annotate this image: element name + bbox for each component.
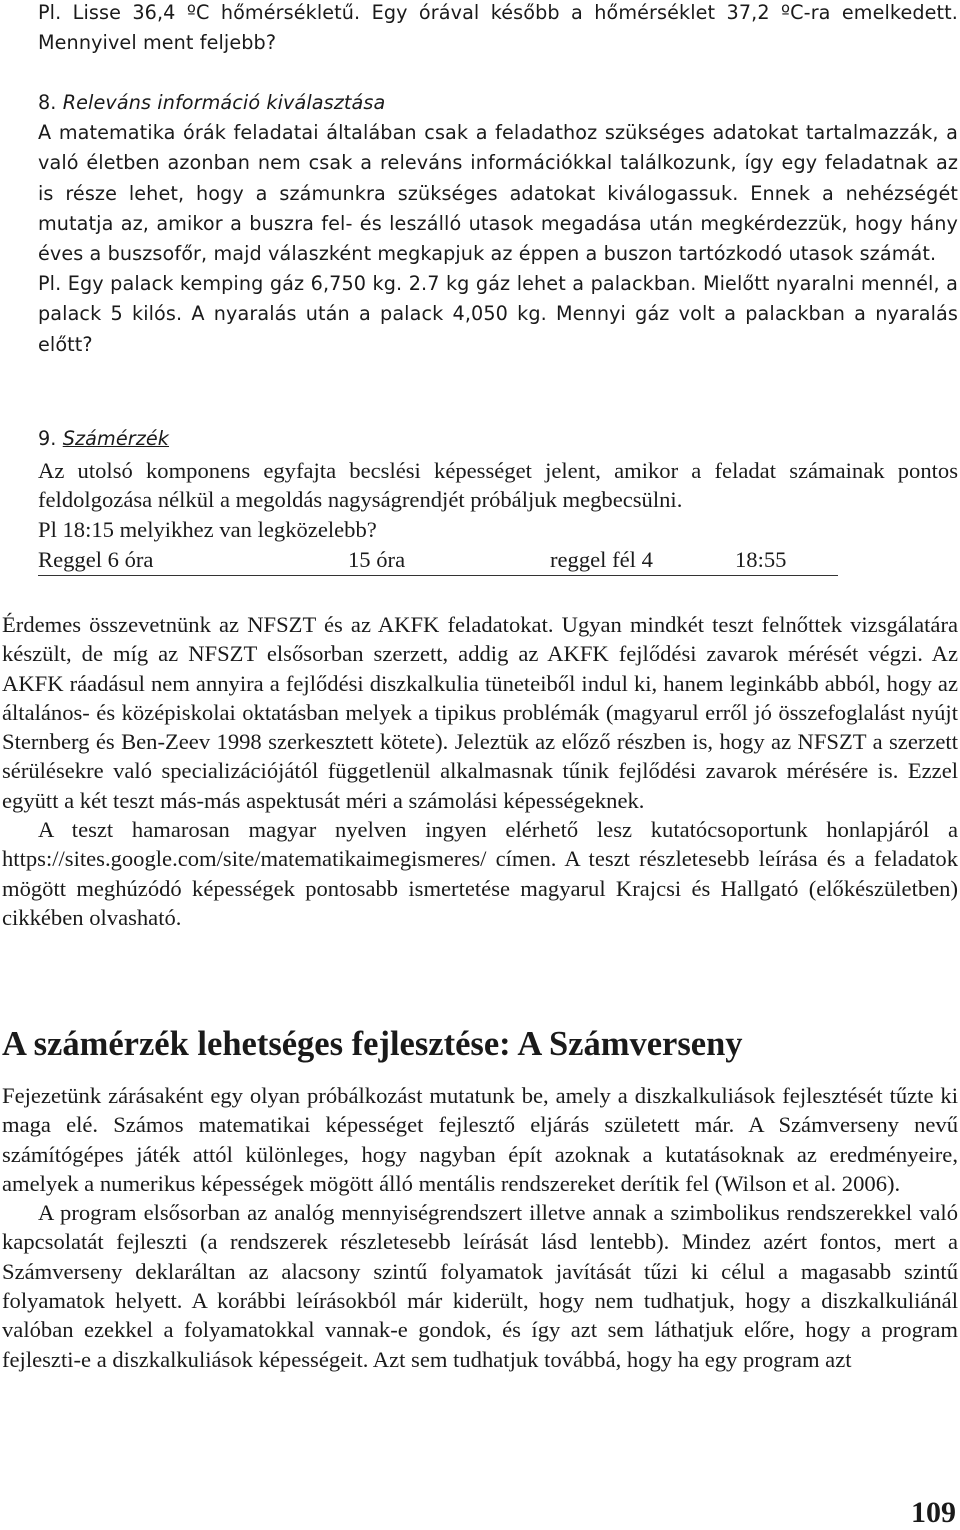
item8-number: 8. bbox=[38, 91, 57, 114]
option-2: 15 óra bbox=[348, 547, 406, 572]
item9-block bbox=[38, 456, 958, 544]
item8-heading bbox=[38, 88, 958, 118]
option-3: reggel fél 4 bbox=[550, 547, 653, 572]
item9-options bbox=[38, 545, 838, 576]
item9-title: Számérzék bbox=[62, 427, 170, 450]
item9-body: Az utolsó komponens egyfajta becslési képességet jelent, amikor a feladat számainak pontos feldolgozása nélkül a megoldás nagyságrendjét próbáljuk megbecsülni. bbox=[38, 458, 958, 513]
page-number: 109 bbox=[911, 1496, 956, 1529]
item8-title: Releváns információ kiválasztása bbox=[62, 91, 386, 114]
comparison-paragraph-2: A teszt hamarosan magyar nyelven ingyen elérhető lesz kutatócsoportunk honlapjáról a https://sites.google.com/site/matematikaimegismeres/ címen. A teszt részletesebb leírása és a feladatok mögött meghúzódó képességek pontosabb ismertetése magyarul Krajcsi és Hallgató (előkészületben) cikkében olvasható. bbox=[2, 817, 958, 930]
item9-number: 9. bbox=[38, 427, 57, 450]
option-4: 18:55 bbox=[735, 547, 787, 572]
item9-question: Pl 18:15 melyikhez van legközelebb? bbox=[38, 516, 377, 542]
option-1: Reggel 6 óra bbox=[38, 547, 154, 572]
item8-block bbox=[38, 88, 958, 360]
section-text bbox=[2, 1081, 958, 1374]
item8-body: A matematika órák feladatai általában csak a feladathoz szükséges adatokat tartalmazzák, a való életben azonban nem csak a releváns információkkal találkozunk, így egy feladatnak az is része lehet, hogy a számunkra szükséges adatokat kiválogassuk. Ennek a nehézségét mutatja az, amikor a buszra fel- és leszálló utasok megadása után megkérdezzük, hogy hány éves a buszsofőr, majd válaszként megkapjuk az éppen a buszon tartózkodó utasok számát. bbox=[38, 121, 958, 266]
item9-heading bbox=[38, 424, 958, 454]
item8-example: Pl. Egy palack kemping gáz 6,750 kg. 2.7 kg gáz lehet a palackban. Mielőtt nyaralni mennél, a palack 5 kilós. A nyaralás után a palack 4,050 kg. Mennyi gáz volt a palackban a nyaralás előtt? bbox=[38, 272, 958, 356]
item7-example: Pl. Lisse 36,4 ºC hőmérsékletű. Egy órával később a hőmérséklet 37,2 ºC-ra emelkedett. Mennyivel ment feljebb? bbox=[38, 1, 958, 55]
section-paragraph-1: Fejezetünk zárásaként egy olyan próbálkozást mutatunk be, amely a diszkalkuliások fejlesztését tűzte ki maga elé. Számos matematikai képességet fejlesztő eljárás született már. A Számverseny nevű számítógépes játék attól különleges, hogy nagyban épít azoknak a kutatásoknak az eredményeire, amelyek a numerikus képességek mögött álló mentális rendszereket derítik fel (Wilson et al. 2006). bbox=[2, 1083, 958, 1196]
section-heading: A számérzék lehetséges fejlesztése: A Számverseny bbox=[2, 1025, 743, 1063]
comparison-paragraph-1: Érdemes összevetnünk az NFSZT és az AKFK feladatokat. Ugyan mindkét teszt felnőttek vizsgálatára készült, de míg az NFSZT elsősorban szerzett, addig az AKFK fejlődési zavarok mérését végzi. Az AKFK ráadásul nem annyira a fejlődési diszkalkulia tüneteiből indul ki, hanem leginkább abból, hogy az általános- és középiskolai oktatásban melyek a tipikus problémák (magyarul erről jó összefoglalást nyújt Sternberg és Ben-Zeev 1998 szerkesztett kötete). Jeleztük az előző részben is, hogy az NFSZT a szerzett sérülésekre való specializációjától függetlenül alkalmasnak tűnik fejlődési zavarok mérésére is. Ezzel együtt a két teszt más-más aspektusát méri a számolási képességeknek. bbox=[2, 612, 958, 813]
comparison-text bbox=[2, 610, 958, 932]
section-paragraph-2: A program elsősorban az analóg mennyiségrendszert illetve annak a szimbolikus rendszerekkel való kapcsolatát fejleszti (a rendszerek részletesebb leírását lásd lentebb). Mindez azért fontos, mert a Számverseny deklaráltan az alacsony szintű folyamatok javítását tűzi ki célul a magasabb szintű folyamatok helyett. A korábbi leírásokból már kiderült, hogy nem tudhatjuk, hogy a diszkalkuliánál valóban ezekkel a folyamatokkal vannak-e gondok, és így azt sem láthatjuk előre, hogy a program fejleszti-e a diszkalkuliások képességeit. Azt sem tudhatjuk továbbá, hogy ha egy program azt bbox=[2, 1200, 958, 1372]
